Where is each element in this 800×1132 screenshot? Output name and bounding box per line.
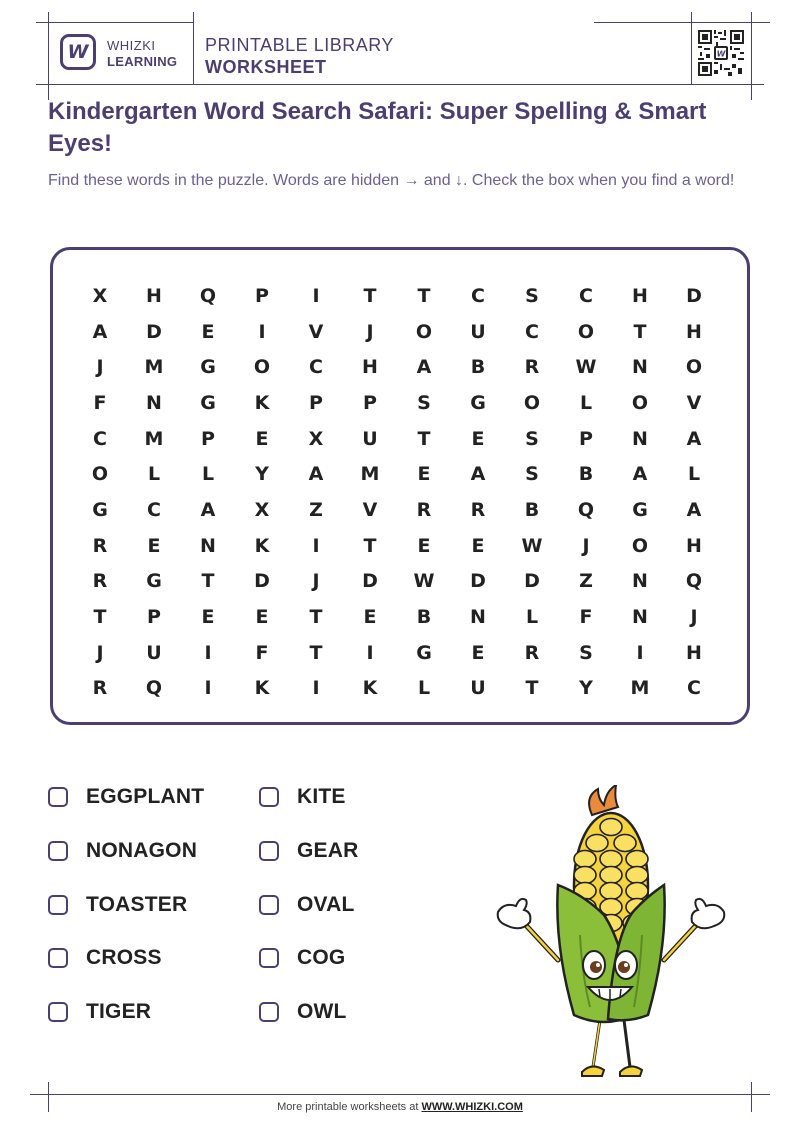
grid-cell: I bbox=[312, 677, 320, 700]
grid-cell: W bbox=[413, 570, 435, 593]
word-checkbox[interactable] bbox=[48, 948, 68, 968]
grid-cell: S bbox=[525, 284, 539, 307]
grid-cell: C bbox=[147, 498, 161, 521]
grid-cell: S bbox=[525, 463, 539, 486]
header-left-rule bbox=[48, 12, 49, 100]
grid-cell: O bbox=[253, 356, 271, 379]
grid-cell: O bbox=[631, 391, 649, 414]
grid-cell: N bbox=[632, 427, 648, 450]
grid-cell: Q bbox=[685, 570, 703, 593]
grid-cell: H bbox=[146, 284, 162, 307]
word-label: COG bbox=[297, 946, 346, 970]
header-bottom-rule bbox=[36, 84, 764, 85]
header-top-rule-right bbox=[594, 22, 770, 23]
word-list-item[interactable] bbox=[259, 946, 345, 970]
library-title: PRINTABLE LIBRARY bbox=[205, 35, 394, 55]
grid-cell: O bbox=[415, 320, 433, 343]
grid-cell: V bbox=[362, 498, 378, 521]
grid-cell: C bbox=[309, 356, 323, 379]
grid-cell: A bbox=[200, 498, 216, 521]
grid-cell: Y bbox=[579, 677, 593, 700]
grid-cell: C bbox=[579, 284, 593, 307]
corn-kernel bbox=[626, 883, 648, 900]
word-label: OWL bbox=[297, 1000, 347, 1024]
grid-cell: L bbox=[417, 677, 431, 700]
grid-cell: E bbox=[255, 427, 269, 450]
corn-kernel bbox=[600, 819, 622, 836]
grid-cell: P bbox=[147, 606, 161, 629]
grid-cell: P bbox=[363, 391, 377, 414]
grid-cell: T bbox=[417, 284, 431, 307]
word-list-item[interactable] bbox=[48, 1000, 151, 1024]
qr-code-icon[interactable] bbox=[698, 30, 744, 76]
word-list-item[interactable] bbox=[259, 1000, 347, 1024]
grid-cell: R bbox=[470, 498, 486, 521]
grid-cell: U bbox=[470, 677, 486, 700]
corn-kernel bbox=[586, 835, 608, 852]
grid-cell: E bbox=[471, 641, 485, 664]
grid-cell: X bbox=[92, 284, 108, 307]
grid-cell: V bbox=[308, 320, 324, 343]
word-list-item[interactable] bbox=[48, 893, 187, 917]
word-label: NONAGON bbox=[86, 838, 198, 862]
grid-cell: Q bbox=[577, 498, 595, 521]
grid-cell: H bbox=[362, 356, 378, 379]
grid-cell: L bbox=[525, 606, 539, 629]
corn-kernel bbox=[574, 851, 596, 868]
grid-cell: O bbox=[577, 320, 595, 343]
grid-cell: L bbox=[579, 391, 593, 414]
grid-cell: P bbox=[309, 391, 323, 414]
grid-cell: Q bbox=[145, 677, 163, 700]
grid-cell: T bbox=[93, 606, 107, 629]
grid-cell: F bbox=[579, 606, 593, 629]
grid-cell: Z bbox=[579, 570, 593, 593]
grid-cell: T bbox=[363, 534, 377, 557]
grid-cell: J bbox=[690, 606, 698, 629]
grid-cell: A bbox=[416, 356, 432, 379]
svg-text:W: W bbox=[716, 49, 726, 59]
grid-cell: J bbox=[96, 641, 104, 664]
grid-cell: L bbox=[201, 463, 215, 486]
grid-cell: I bbox=[258, 320, 266, 343]
grid-cell: I bbox=[636, 641, 644, 664]
grid-cell: J bbox=[582, 534, 590, 557]
grid-cell: Q bbox=[199, 284, 217, 307]
grid-cell: H bbox=[632, 284, 648, 307]
grid-cell: A bbox=[308, 463, 324, 486]
grid-cell: R bbox=[92, 677, 108, 700]
grid-cell: G bbox=[470, 391, 486, 414]
grid-cell: S bbox=[417, 391, 431, 414]
grid-cell: T bbox=[633, 320, 647, 343]
grid-cell: E bbox=[363, 606, 377, 629]
grid-cell: D bbox=[524, 570, 540, 593]
brand-line-2: LEARNING bbox=[107, 54, 178, 69]
corn-kernel bbox=[600, 867, 622, 884]
grid-cell: N bbox=[146, 391, 162, 414]
word-list-item[interactable] bbox=[48, 785, 204, 809]
corn-character-icon bbox=[488, 785, 736, 1085]
grid-cell: A bbox=[92, 320, 108, 343]
grid-cell: E bbox=[471, 427, 485, 450]
grid-cell: G bbox=[416, 641, 432, 664]
grid-cell: B bbox=[470, 356, 486, 379]
grid-cell: B bbox=[416, 606, 432, 629]
corn-kernel bbox=[626, 851, 648, 868]
grid-cell: S bbox=[579, 641, 593, 664]
grid-cell: I bbox=[312, 534, 320, 557]
grid-cell: P bbox=[579, 427, 593, 450]
word-list-item[interactable] bbox=[48, 946, 162, 970]
grid-cell: N bbox=[632, 606, 648, 629]
grid-cell: I bbox=[204, 641, 212, 664]
footer bbox=[0, 1101, 800, 1113]
grid-cell: R bbox=[524, 641, 540, 664]
brand-line-1: WHIZKI bbox=[107, 38, 156, 53]
grid-cell: G bbox=[200, 356, 216, 379]
grid-cell: A bbox=[686, 427, 702, 450]
grid-cell: V bbox=[686, 391, 702, 414]
word-checkbox[interactable] bbox=[259, 948, 279, 968]
grid-cell: Z bbox=[309, 498, 323, 521]
grid-cell: J bbox=[96, 356, 104, 379]
word-checkbox[interactable] bbox=[259, 895, 279, 915]
grid-cell: E bbox=[201, 320, 215, 343]
grid-cell: D bbox=[254, 570, 270, 593]
grid-cell: K bbox=[254, 391, 270, 414]
grid-cell: B bbox=[524, 498, 540, 521]
grid-cell: A bbox=[632, 463, 648, 486]
grid-cell: W bbox=[521, 534, 543, 557]
grid-cell: X bbox=[254, 498, 270, 521]
grid-cell: G bbox=[632, 498, 648, 521]
grid-cell: C bbox=[687, 677, 701, 700]
grid-cell: G bbox=[146, 570, 162, 593]
footer-text: More printable worksheets at bbox=[277, 1101, 422, 1113]
grid-cell: P bbox=[255, 284, 269, 307]
word-search-grid bbox=[73, 278, 721, 706]
header-top-rule-left bbox=[36, 22, 194, 23]
grid-cell: D bbox=[470, 570, 486, 593]
grid-cell: C bbox=[93, 427, 107, 450]
grid-cell: O bbox=[523, 391, 541, 414]
grid-cell: O bbox=[685, 356, 703, 379]
grid-cell: T bbox=[309, 606, 323, 629]
word-checkbox[interactable] bbox=[48, 1002, 68, 1022]
grid-cell: D bbox=[362, 570, 378, 593]
word-list-item[interactable] bbox=[259, 893, 355, 917]
grid-cell: M bbox=[630, 677, 650, 700]
word-checkbox[interactable] bbox=[259, 787, 279, 807]
grid-cell: U bbox=[362, 427, 378, 450]
grid-cell: B bbox=[578, 463, 594, 486]
grid-cell: D bbox=[146, 320, 162, 343]
grid-cell: G bbox=[200, 391, 216, 414]
word-checkbox[interactable] bbox=[48, 841, 68, 861]
grid-cell: E bbox=[471, 534, 485, 557]
grid-cell: U bbox=[146, 641, 162, 664]
word-list-item[interactable] bbox=[48, 839, 197, 863]
corn-kernel bbox=[574, 867, 596, 884]
grid-cell: A bbox=[686, 498, 702, 521]
grid-cell: E bbox=[417, 463, 431, 486]
grid-cell: G bbox=[92, 498, 108, 521]
corn-kernel bbox=[626, 867, 648, 884]
word-label: GEAR bbox=[297, 838, 359, 862]
grid-cell: Y bbox=[255, 463, 269, 486]
grid-cell: K bbox=[254, 677, 270, 700]
grid-cell: O bbox=[631, 534, 649, 557]
instructions-text: Find these words in the puzzle. Words are hidden → and ↓. Check the box when you find a word! bbox=[48, 172, 735, 189]
grid-cell: S bbox=[525, 427, 539, 450]
word-label: TIGER bbox=[86, 1000, 152, 1024]
grid-cell: L bbox=[687, 463, 701, 486]
grid-cell: N bbox=[200, 534, 216, 557]
grid-cell: P bbox=[201, 427, 215, 450]
grid-cell: F bbox=[93, 391, 107, 414]
footer-link[interactable]: WWW.WHIZKI.COM bbox=[421, 1101, 523, 1113]
grid-cell: W bbox=[575, 356, 597, 379]
grid-cell: J bbox=[312, 570, 320, 593]
grid-cell: N bbox=[470, 606, 486, 629]
whizki-logo-icon bbox=[60, 34, 96, 70]
word-list-item[interactable] bbox=[259, 839, 358, 863]
grid-cell: K bbox=[362, 677, 378, 700]
word-label: KITE bbox=[297, 785, 346, 808]
grid-cell: T bbox=[309, 641, 323, 664]
grid-cell: L bbox=[147, 463, 161, 486]
grid-cell: E bbox=[147, 534, 161, 557]
grid-cell: J bbox=[366, 320, 374, 343]
grid-cell: N bbox=[632, 356, 648, 379]
grid-cell: T bbox=[525, 677, 539, 700]
grid-cell: R bbox=[416, 498, 432, 521]
grid-cell: C bbox=[525, 320, 539, 343]
word-checkbox[interactable] bbox=[259, 841, 279, 861]
grid-cell: R bbox=[92, 534, 108, 557]
word-label: TOASTER bbox=[86, 892, 188, 916]
grid-cell: I bbox=[366, 641, 374, 664]
grid-cell: M bbox=[144, 356, 164, 379]
word-label: OVAL bbox=[297, 892, 355, 916]
grid-cell: T bbox=[363, 284, 377, 307]
grid-cell: D bbox=[686, 284, 702, 307]
header-right-rule bbox=[751, 12, 752, 100]
word-checkbox[interactable] bbox=[48, 787, 68, 807]
grid-cell: E bbox=[255, 606, 269, 629]
grid-cell: K bbox=[254, 534, 270, 557]
logo-letter: W bbox=[67, 40, 89, 63]
grid-cell: M bbox=[144, 427, 164, 450]
word-label: CROSS bbox=[86, 946, 162, 970]
word-label: EGGPLANT bbox=[86, 785, 205, 808]
grid-cell: F bbox=[255, 641, 269, 664]
corn-kernel bbox=[600, 883, 622, 900]
word-checkbox[interactable] bbox=[259, 1002, 279, 1022]
grid-cell: H bbox=[686, 534, 702, 557]
word-checkbox[interactable] bbox=[48, 895, 68, 915]
grid-cell: X bbox=[308, 427, 324, 450]
word-list-item[interactable] bbox=[259, 785, 346, 809]
header-divider-rule bbox=[193, 12, 194, 84]
grid-cell: I bbox=[312, 284, 320, 307]
grid-cell: U bbox=[470, 320, 486, 343]
header-qr-rule bbox=[691, 12, 692, 84]
library-subtitle: WORKSHEET bbox=[205, 57, 327, 77]
grid-cell: H bbox=[686, 641, 702, 664]
grid-cell: T bbox=[417, 427, 431, 450]
grid-cell: A bbox=[470, 463, 486, 486]
grid-cell: N bbox=[632, 570, 648, 593]
grid-cell: M bbox=[360, 463, 380, 486]
footer-rule bbox=[30, 1094, 770, 1095]
grid-cell: R bbox=[92, 570, 108, 593]
worksheet-title: Kindergarten Word Search Safari: Super Spelling & Smart Eyes! bbox=[48, 98, 707, 157]
corn-kernel bbox=[614, 835, 636, 852]
grid-cell: R bbox=[524, 356, 540, 379]
grid-cell: O bbox=[91, 463, 109, 486]
grid-cell: E bbox=[417, 534, 431, 557]
grid-cell: H bbox=[686, 320, 702, 343]
grid-cell: I bbox=[204, 677, 212, 700]
corn-kernel bbox=[600, 851, 622, 868]
grid-cell: E bbox=[201, 606, 215, 629]
grid-cell: C bbox=[471, 284, 485, 307]
grid-cell: T bbox=[201, 570, 215, 593]
word-search-panel bbox=[50, 247, 750, 725]
